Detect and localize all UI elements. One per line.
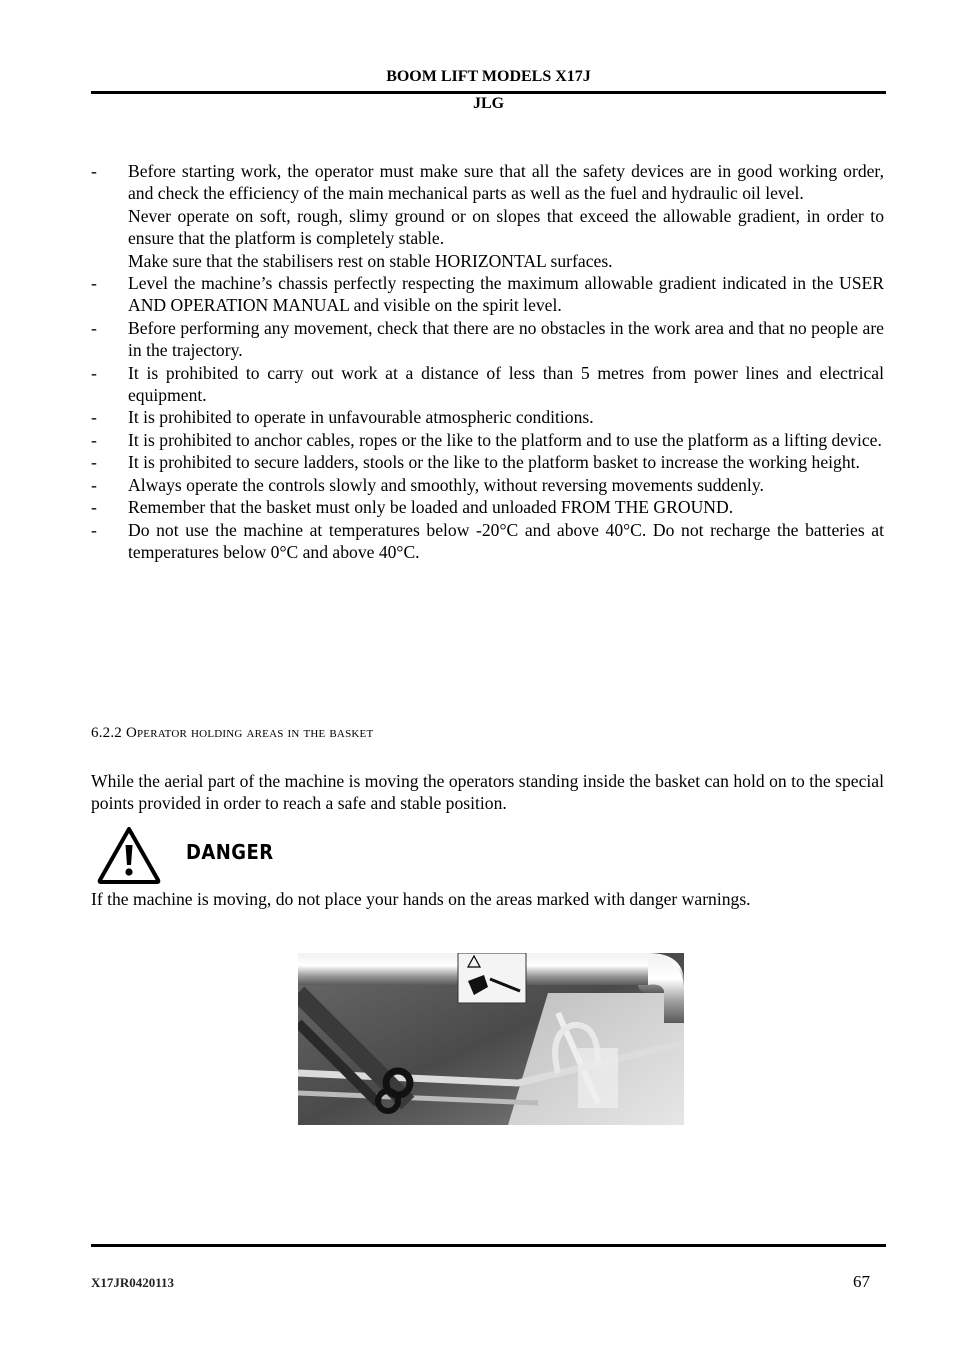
list-item-text: Do not use the machine at temperatures below -20°C and above 40°C. Do not recharge the batteries at temperatures below 0°C and above 40°C. (128, 519, 884, 562)
list-item-text: It is prohibited to carry out work at a distance of less than 5 metres from power lines and electrical equipment. (128, 362, 884, 406)
list-item (91, 519, 884, 564)
list-item (91, 406, 884, 428)
warning-triangle-icon (97, 826, 161, 884)
list-item (91, 429, 884, 451)
bullet-dash: - (91, 273, 97, 294)
list-item (91, 451, 884, 473)
bullet-dash: - (91, 317, 97, 338)
footer-divider (91, 1244, 886, 1247)
list-item (91, 272, 884, 317)
page-number: 67 (853, 1272, 870, 1291)
list-item-text: Remember that the basket must only be loaded and unloaded FROM THE GROUND. (128, 497, 734, 518)
list-item (91, 474, 884, 496)
danger-label: DANGER (186, 840, 274, 864)
list-item-text: Before performing any movement, check that there are no obstacles in the work area and that no people are in the trajectory. (128, 317, 884, 361)
list-item-text: It is prohibited to operate in unfavourable atmospheric conditions. (128, 407, 594, 428)
bullet-dash: - (91, 161, 97, 181)
list-item-text: It is prohibited to anchor cables, ropes or the like to the platform and to use the platform as a lifting device. (128, 429, 882, 450)
header-divider (91, 91, 886, 94)
bullet-dash: - (91, 407, 97, 428)
header-subtitle: JLG (472, 95, 505, 112)
list-item-text: Make sure that the stabilisers rest on stable HORIZONTAL surfaces. (128, 250, 613, 271)
photo-illustration (298, 953, 684, 1125)
bullet-dash: - (91, 497, 97, 518)
list-item-text: Level the machine’s chassis perfectly respecting the maximum allowable gradient indicated in the USER AND OPERATION MANUAL and visible on the spirit level. (128, 273, 884, 316)
danger-warning-text: If the machine is moving, do not place your hands on the areas marked with danger warnings. (91, 889, 751, 909)
list-item (91, 496, 884, 518)
section-heading: 6.2.2 Operator holding areas in the basket (91, 725, 374, 741)
list-item-text: Never operate on soft, rough, slimy ground or on slopes that exceed the allowable gradient, in order to ensure that the platform is completely stable. (128, 205, 884, 249)
list-item-text: Before starting work, the operator must make sure that all the safety devices are in good working order, and check the efficiency of the main mechanical parts as well as the fuel and hydraulic oil level. (128, 161, 884, 204)
section-intro: While the aerial part of the machine is moving the operators standing inside the basket can hold on to the special points provided in order to reach a safe and stable position. (91, 771, 884, 814)
list-item-text: It is prohibited to secure ladders, stools or the like to the platform basket to increase the working height. (128, 452, 860, 473)
header-title: BOOM LIFT MODELS X17J (386, 68, 591, 85)
list-item-text: Always operate the controls slowly and smoothly, without reversing movements suddenly. (128, 474, 764, 495)
bullet-dash: - (91, 362, 97, 383)
basket-handrail-photo (298, 953, 684, 1125)
safety-rules-list (91, 160, 884, 563)
list-item (91, 317, 884, 362)
bullet-dash: - (91, 474, 97, 495)
bullet-dash: - (91, 519, 97, 540)
bullet-dash: - (91, 429, 97, 450)
document-code: X17JR0420113 (91, 1275, 175, 1290)
list-item (91, 362, 884, 407)
bullet-dash: - (91, 452, 97, 473)
list-item (91, 160, 884, 272)
